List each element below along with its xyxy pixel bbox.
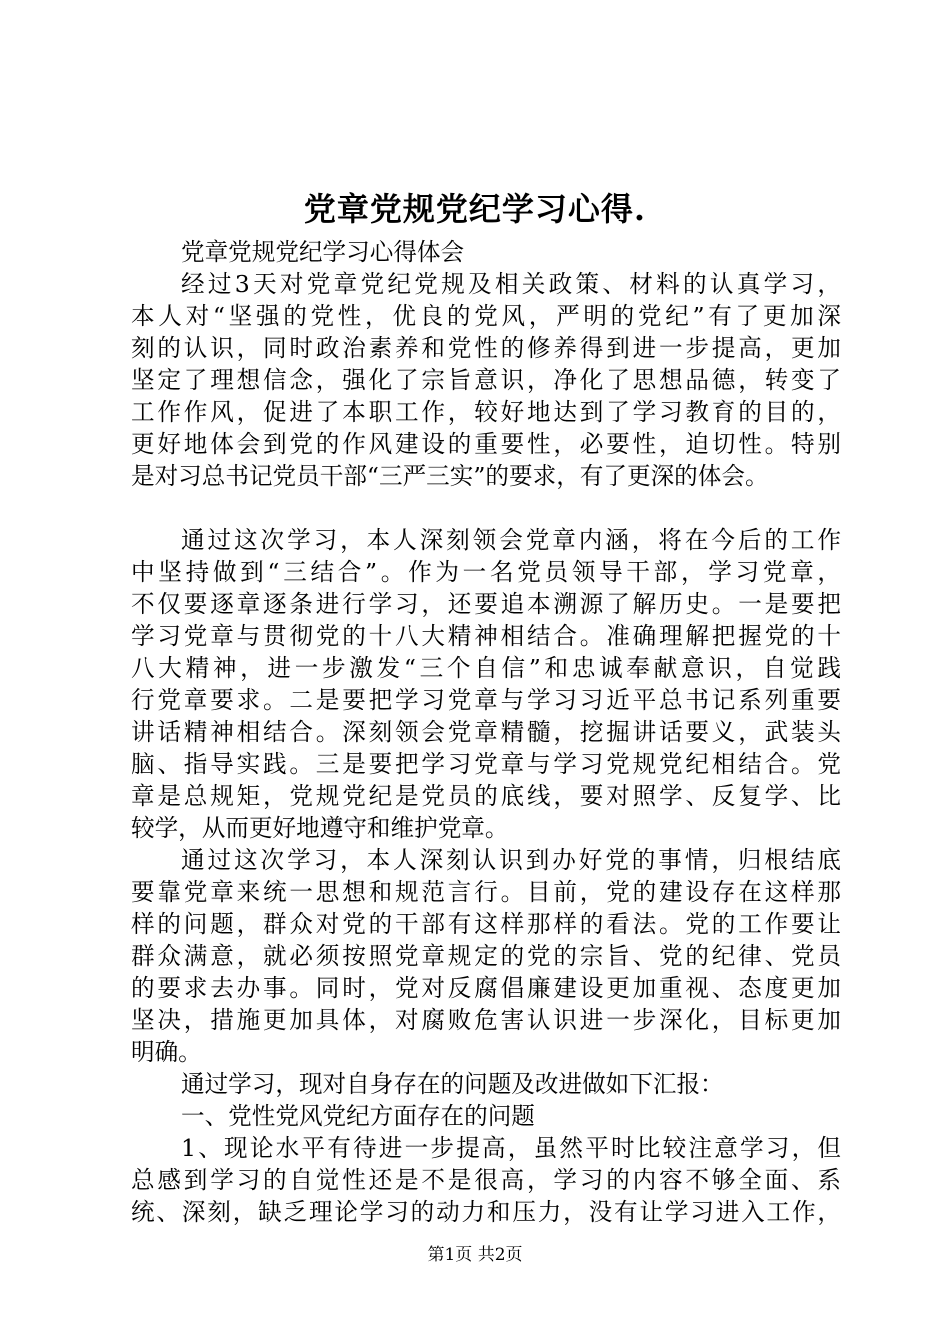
text-line: 本人对“坚强的党性，优良的党风，严明的党纪”有了更加深 <box>131 302 841 330</box>
text-line: 不仅要逐章逐条进行学习，还要追本溯源了解历史。一是要把 <box>131 590 841 618</box>
document-body <box>131 236 841 1228</box>
text-line: 是对习总书记党员干部“三严三实”的要求，有了更深的体会。 <box>131 462 769 490</box>
text-line: 讲话精神相结合。深刻领会党章精髓，挖掘讲话要义，武装头 <box>131 718 841 746</box>
text-line: 统、深刻，缺乏理论学习的动力和压力，没有让学习进入工作， <box>131 1198 841 1226</box>
text-line: 总感到学习的自觉性还是不是很高，学习的内容不够全面、系 <box>131 1166 841 1194</box>
text-line: 通过这次学习，本人深刻领会党章内涵，将在今后的工作 <box>181 526 841 554</box>
text-line: 明确。 <box>131 1038 202 1066</box>
text-line: 工作作风，促进了本职工作，较好地达到了学习教育的目的， <box>131 398 841 426</box>
text-line: 刻的认识，同时政治素养和党性的修养得到进一步提高，更加 <box>131 334 841 362</box>
text-line: 党章党规党纪学习心得体会 <box>181 238 465 266</box>
text-line: 中坚持做到“三结合”。作为一名党员领导干部，学习党章， <box>131 558 841 586</box>
text-line: 一、党性党风党纪方面存在的问题 <box>181 1102 535 1130</box>
text-line: 学习党章与贯彻党的十八大精神相结合。准确理解把握党的十 <box>131 622 841 650</box>
page-footer: 第1页 共2页 <box>427 1245 523 1265</box>
text-line: 样的问题，群众对党的干部有这样那样的看法。党的工作要让 <box>131 910 841 938</box>
text-line: 经过3天对党章党纪党规及相关政策、材料的认真学习， <box>181 270 841 298</box>
text-line: 坚定了理想信念，强化了宗旨意识，净化了思想品德，转变了 <box>131 366 841 394</box>
text-line: 群众满意，就必须按照党章规定的党的宗旨、党的纪律、党员 <box>131 942 841 970</box>
text-line: 章是总规矩，党规党纪是党员的底线，要对照学、反复学、比 <box>131 782 841 810</box>
paragraph-gap <box>131 492 841 524</box>
document-title: 党章党规党纪学习心得. <box>303 190 647 228</box>
text-line: 通过这次学习，本人深刻认识到办好党的事情，归根结底 <box>181 846 841 874</box>
text-line: 更好地体会到党的作风建设的重要性，必要性，迫切性。特别 <box>131 430 841 458</box>
text-line: 通过学习，现对自身存在的问题及改进做如下汇报： <box>181 1070 724 1098</box>
text-line: 行党章要求。二是要把学习党章与学习习近平总书记系列重要 <box>131 686 841 714</box>
text-line: 坚决，措施更加具体，对腐败危害认识进一步深化，目标更加 <box>131 1006 841 1034</box>
text-line: 八大精神，进一步激发“三个自信”和忠诚奉献意识，自觉践 <box>131 654 841 682</box>
text-line: 脑、指导实践。三是要把学习党章与学习党规党纪相结合。党 <box>131 750 841 778</box>
text-line: 的要求去办事。同时，党对反腐倡廉建设更加重视、态度更加 <box>131 974 841 1002</box>
text-line: 1、现论水平有待进一步提高，虽然平时比较注意学习，但 <box>181 1134 841 1162</box>
text-line: 较学，从而更好地遵守和维护党章。 <box>131 814 509 842</box>
text-line: 要靠党章来统一思想和规范言行。目前，党的建设存在这样那 <box>131 878 841 906</box>
